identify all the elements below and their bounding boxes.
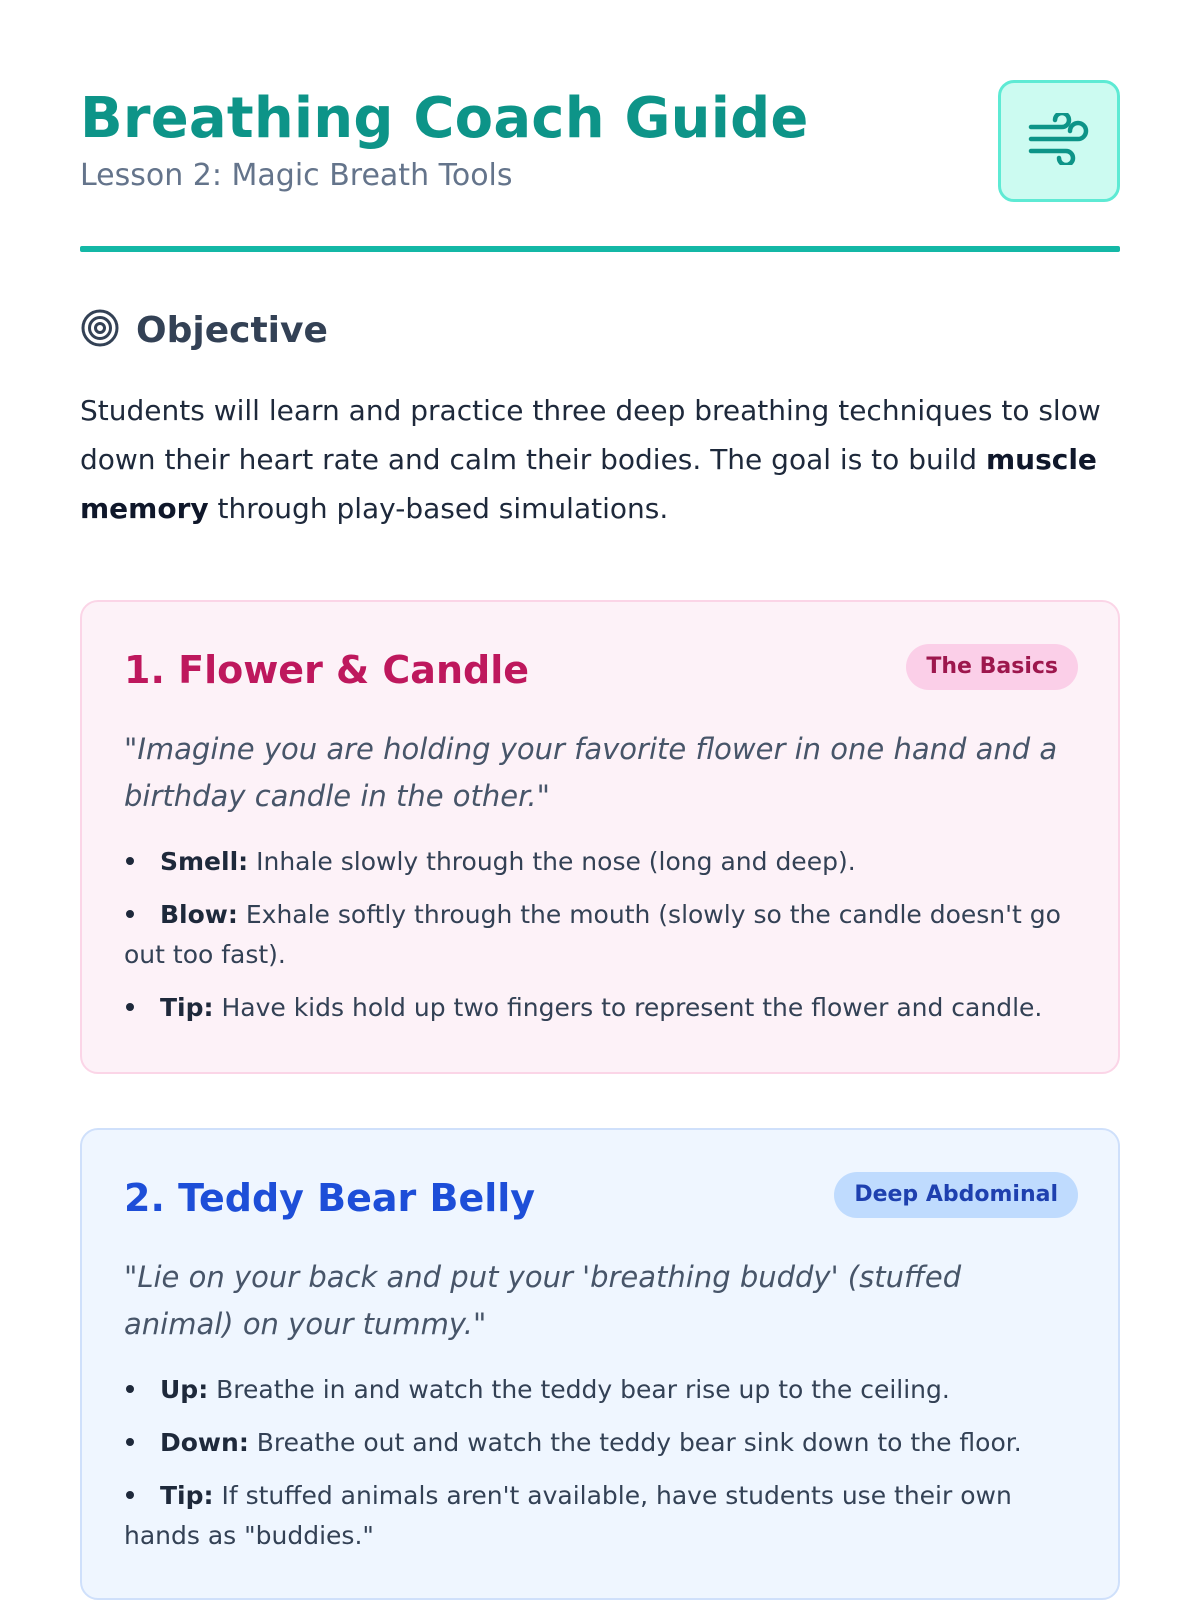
list-item-text: Exhale softly through the mouth (slowly so the candle doesn't go out too fast). (124, 900, 1061, 969)
list-item-label: Up: (160, 1375, 209, 1404)
list-item (124, 1423, 1084, 1463)
card-title: 1. Flower & Candle (124, 648, 529, 692)
objective-text (80, 386, 1120, 533)
page-header (80, 0, 1120, 252)
list-item (124, 842, 1084, 882)
technique-card-teddy-bear-belly (80, 1128, 1120, 1600)
list-item-text: Breathe out and watch the teddy bear sink down to the floor. (248, 1428, 1022, 1457)
list-item (124, 895, 1084, 975)
objective-text-end: through play-based simulations. (208, 492, 669, 525)
bullet-icon (126, 910, 134, 918)
list-item-text: If stuffed animals aren't available, have students use their own hands as "buddies." (124, 1481, 1012, 1550)
list-item-label: Down: (160, 1428, 249, 1457)
list-item-text: Inhale slowly through the nose (long and deep). (248, 847, 856, 876)
bullet-icon (126, 1003, 134, 1011)
wind-icon-badge (998, 80, 1120, 202)
objective-title: Objective (136, 309, 328, 351)
objective-text-bold: muscle memory (80, 443, 1097, 525)
list-item (124, 1370, 1084, 1410)
list-item-label: Tip: (160, 1481, 214, 1510)
card-badge: The Basics (906, 644, 1078, 690)
target-icon (80, 308, 120, 352)
list-item-label: Blow: (160, 900, 238, 929)
bullet-icon (126, 1438, 134, 1446)
page-title: Breathing Coach Guide (80, 86, 809, 151)
page-subtitle: Lesson 2: Magic Breath Tools (80, 158, 513, 193)
card-title: 2. Teddy Bear Belly (124, 1176, 536, 1220)
card-tip-list (124, 842, 1084, 1041)
bullet-icon (126, 1491, 134, 1499)
wind-icon (1028, 113, 1090, 169)
list-item-text: Breathe in and watch the teddy bear rise up to the ceiling. (208, 1375, 950, 1404)
technique-card-flower-candle (80, 600, 1120, 1074)
card-tip-list (124, 1370, 1084, 1569)
bullet-icon (126, 1385, 134, 1393)
list-item-text: Have kids hold up two fingers to represent the flower and candle. (213, 993, 1043, 1022)
list-item-label: Smell: (160, 847, 249, 876)
card-quote: "Lie on your back and put your 'breathing buddy' (stuffed animal) on your tummy." (124, 1260, 962, 1341)
card-badge: Deep Abdominal (834, 1172, 1078, 1218)
header-divider (80, 246, 1120, 252)
list-item (124, 988, 1084, 1028)
card-quote: "Imagine you are holding your favorite flower in one hand and a birthday candle in the other." (124, 732, 1058, 813)
lesson-page (80, 0, 1120, 1550)
objective-heading (80, 308, 328, 352)
list-item (124, 1476, 1084, 1556)
list-item-label: Tip: (160, 993, 214, 1022)
bullet-icon (126, 857, 134, 865)
objective-text-start: Students will learn and practice three deep breathing techniques to slow down their heart rate and calm their bodies. The goal is to build (80, 394, 1101, 476)
